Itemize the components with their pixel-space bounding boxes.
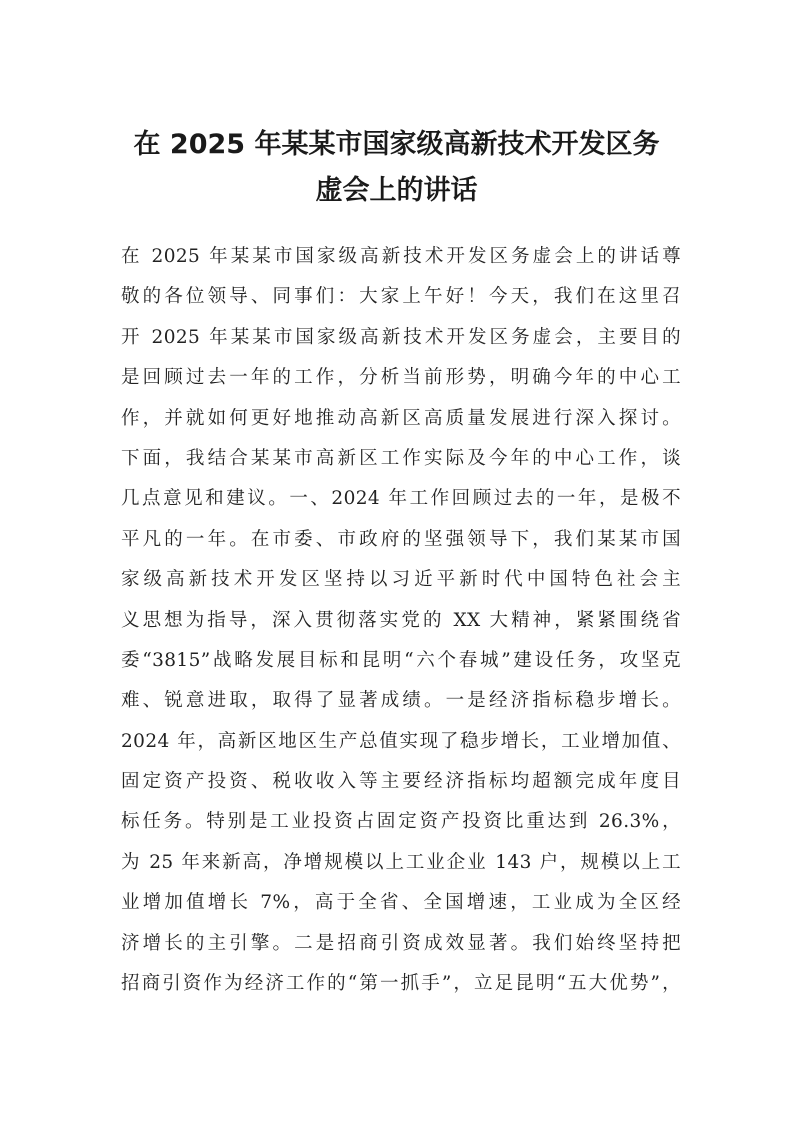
body-line: 固定资产投资、税收收入等主要经济指标均超额完成年度目 <box>121 771 681 793</box>
body-line: 难、锐意进取，取得了显著成绩。一是经济指标稳步增长。 <box>121 690 681 712</box>
body-line: 几点意见和建议。一、2024 年工作回顾过去的一年，是极不 <box>121 488 681 510</box>
body-line: 平凡的一年。在市委、市政府的坚强领导下，我们某某市国 <box>121 528 681 550</box>
body-line: 标任务。特别是工业投资占固定资产投资比重达到 26.3%， <box>121 811 681 833</box>
body-line: 敬的各位领导、同事们：大家上午好！今天，我们在这里召 <box>121 286 681 308</box>
title-line-1: 在 2025 年某某市国家级高新技术开发区务 <box>133 129 660 160</box>
title-line-2: 虚会上的讲话 <box>315 175 478 206</box>
body-line: 下面，我结合某某市高新区工作实际及今年的中心工作，谈 <box>121 447 681 469</box>
body-line: 是回顾过去一年的工作，分析当前形势，明确今年的中心工 <box>121 367 681 389</box>
body-line: 义思想为指导，深入贯彻落实党的 XX 大精神，紧紧围绕省 <box>121 609 681 631</box>
body-line: 家级高新技术开发区坚持以习近平新时代中国特色社会主 <box>121 569 681 591</box>
body-line: 作，并就如何更好地推动高新区高质量发展进行深入探讨。 <box>121 407 681 429</box>
body-line: 委“3815”战略发展目标和昆明“六个春城”建设任务，攻坚克 <box>121 649 681 671</box>
body-line: 开 2025 年某某市国家级高新技术开发区务虚会，主要目的 <box>121 326 681 348</box>
body-line: 为 25 年来新高，净增规模以上工业企业 143 户，规模以上工 <box>121 851 681 873</box>
body-line: 济增长的主引擎。二是招商引资成效显著。我们始终坚持把 <box>121 932 681 954</box>
body-line: 招商引资作为经济工作的“第一抓手”，立足昆明“五大优势”， <box>121 973 681 995</box>
body-line: 业增加值增长 7%，高于全省、全国增速，工业成为全区经 <box>121 892 681 914</box>
speech-body <box>121 237 681 1004</box>
body-line: 2024 年，高新区地区生产总值实现了稳步增长，工业增加值、 <box>121 730 681 752</box>
body-line: 在 2025 年某某市国家级高新技术开发区务虚会上的讲话尊 <box>121 246 681 267</box>
document-title <box>100 122 693 214</box>
